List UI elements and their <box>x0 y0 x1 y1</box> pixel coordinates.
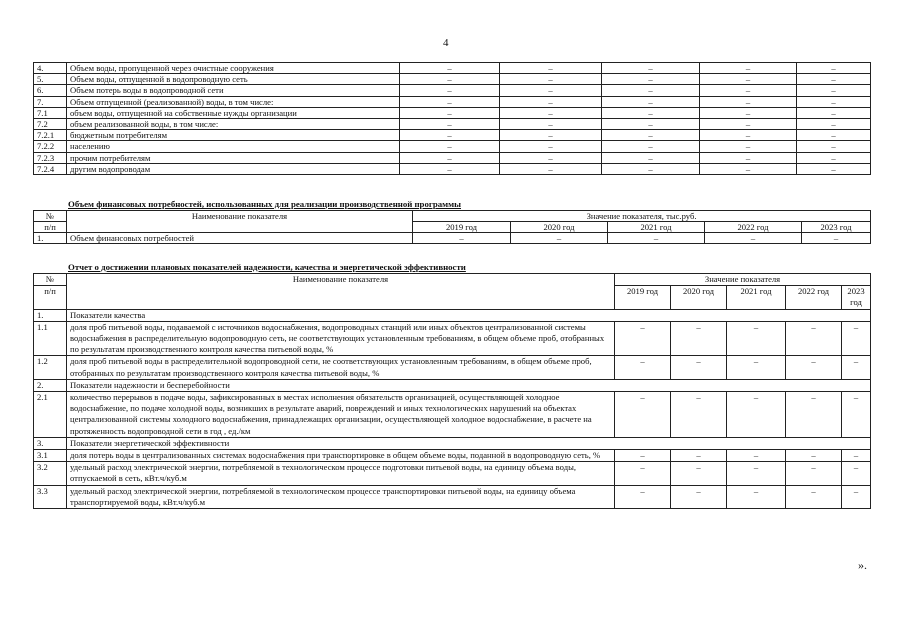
section-header-row <box>34 379 871 391</box>
page-number: 4 <box>443 37 449 49</box>
value-cell: – <box>727 485 786 508</box>
row-name: удельный расход электрической энергии, потребляемой в технологическом процессе транспортировки питьевой воды, на единицу объема транспортируемой воды, кВт.ч/куб.м <box>67 485 615 508</box>
value-cell: – <box>500 96 602 107</box>
value-cell: – <box>413 233 511 244</box>
value-cell: – <box>842 450 871 462</box>
value-cell: – <box>500 130 602 141</box>
row-name: доля потерь воды в централизованных системах водоснабжения при транспортировке в общем объеме воды, поданной в водопроводную сеть, % <box>67 450 615 462</box>
row-name: населению <box>67 141 400 152</box>
row-num: 7.2 <box>34 118 67 129</box>
row-name: Объем воды, пропущенной через очистные сооружения <box>67 63 400 74</box>
value-cell: – <box>602 74 700 85</box>
value-cell: – <box>797 74 871 85</box>
indicators-caption: Отчет о достижении плановых показателей надежности, качества и энергетической эффективности <box>68 262 466 272</box>
value-cell: – <box>400 74 500 85</box>
value-cell: – <box>797 152 871 163</box>
value-cell: – <box>700 118 797 129</box>
row-num: 1. <box>34 233 67 244</box>
value-cell: – <box>842 462 871 485</box>
header-value: Значение показателя, тыс.руб. <box>413 211 871 222</box>
value-cell: – <box>615 462 671 485</box>
value-cell: – <box>400 85 500 96</box>
table-row <box>34 462 871 485</box>
row-num: 3. <box>34 437 67 449</box>
value-cell: – <box>500 163 602 174</box>
value-cell: – <box>671 485 727 508</box>
year-header: 2019 год <box>413 222 511 233</box>
row-num: 7.2.1 <box>34 130 67 141</box>
value-cell: – <box>500 152 602 163</box>
row-num: 2. <box>34 379 67 391</box>
header-name: Наименование показателя <box>67 211 413 233</box>
row-num: 6. <box>34 85 67 96</box>
row-num: 3.2 <box>34 462 67 485</box>
value-cell: – <box>511 233 608 244</box>
value-cell: – <box>602 130 700 141</box>
row-name: Объем воды, отпущенной в водопроводную сеть <box>67 74 400 85</box>
value-cell: – <box>615 450 671 462</box>
row-num: 3.3 <box>34 485 67 508</box>
value-cell: – <box>700 107 797 118</box>
value-cell: – <box>400 152 500 163</box>
value-cell: – <box>400 96 500 107</box>
row-num: 7.2.4 <box>34 163 67 174</box>
year-header: 2020 год <box>671 286 727 309</box>
value-cell: – <box>400 63 500 74</box>
year-header: 2019 год <box>615 286 671 309</box>
value-cell: – <box>797 163 871 174</box>
value-cell: – <box>615 485 671 508</box>
year-header: 2021 год <box>608 222 705 233</box>
financial-needs-table <box>33 210 871 244</box>
year-header: 2022 год <box>705 222 802 233</box>
value-cell: – <box>602 163 700 174</box>
header-num: № <box>34 274 67 286</box>
value-cell: – <box>615 392 671 438</box>
value-cell: – <box>842 356 871 379</box>
value-cell: – <box>786 321 842 356</box>
value-cell: – <box>500 63 602 74</box>
row-name: доля проб питьевой воды в распределительной водопроводной сети, не соответствующих установленным требованиям, в общем объеме проб, отобранных по результатам производственного контроля качества питьевой воды, % <box>67 356 615 379</box>
value-cell: – <box>608 233 705 244</box>
water-volume-table-body <box>34 63 871 175</box>
value-cell: – <box>700 163 797 174</box>
table-row <box>34 392 871 438</box>
table-row <box>34 141 871 152</box>
row-num: 5. <box>34 74 67 85</box>
table-row <box>34 321 871 356</box>
value-cell: – <box>786 462 842 485</box>
row-num: 7. <box>34 96 67 107</box>
value-cell: – <box>727 392 786 438</box>
row-num: 1. <box>34 309 67 321</box>
value-cell: – <box>400 163 500 174</box>
row-name: Объем отпущенной (реализованной) воды, в том числе: <box>67 96 400 107</box>
financial-needs-caption: Объем финансовых потребностей, использованных для реализации производственной программы <box>68 199 461 209</box>
year-header: 2023 год <box>842 286 871 309</box>
table-row <box>34 107 871 118</box>
year-header: 2023 год <box>802 222 871 233</box>
row-num: 7.2.3 <box>34 152 67 163</box>
header-value: Значение показателя <box>615 274 871 286</box>
water-volume-table <box>33 62 871 175</box>
value-cell: – <box>842 392 871 438</box>
value-cell: – <box>615 356 671 379</box>
value-cell: – <box>500 107 602 118</box>
table-row <box>34 152 871 163</box>
row-num: 7.2.2 <box>34 141 67 152</box>
value-cell: – <box>500 85 602 96</box>
row-num: 7.1 <box>34 107 67 118</box>
header-name: Наименование показателя <box>67 274 615 310</box>
value-cell: – <box>500 74 602 85</box>
value-cell: – <box>727 450 786 462</box>
table-row <box>34 74 871 85</box>
value-cell: – <box>700 74 797 85</box>
value-cell: – <box>671 356 727 379</box>
value-cell: – <box>700 130 797 141</box>
table-row <box>34 63 871 74</box>
value-cell: – <box>400 141 500 152</box>
value-cell: – <box>602 152 700 163</box>
value-cell: – <box>727 321 786 356</box>
value-cell: – <box>400 130 500 141</box>
table-row <box>34 450 871 462</box>
row-num: 3.1 <box>34 450 67 462</box>
row-name: Объем финансовых потребностей <box>67 233 413 244</box>
row-name: прочим потребителям <box>67 152 400 163</box>
value-cell: – <box>671 321 727 356</box>
value-cell: – <box>671 392 727 438</box>
table-row <box>34 130 871 141</box>
value-cell: – <box>400 107 500 118</box>
value-cell: – <box>671 450 727 462</box>
row-num: 1.2 <box>34 356 67 379</box>
row-name: объем реализованной воды, в том числе: <box>67 118 400 129</box>
year-header: 2022 год <box>786 286 842 309</box>
closing-quote: ». <box>858 558 867 572</box>
indicators-table <box>33 273 871 509</box>
value-cell: – <box>500 118 602 129</box>
value-cell: – <box>786 392 842 438</box>
value-cell: – <box>797 107 871 118</box>
value-cell: – <box>797 118 871 129</box>
row-name: другим водопроводам <box>67 163 400 174</box>
value-cell: – <box>797 63 871 74</box>
table-row <box>34 485 871 508</box>
value-cell: – <box>727 356 786 379</box>
value-cell: – <box>842 485 871 508</box>
table-row <box>34 96 871 107</box>
year-header: 2020 год <box>511 222 608 233</box>
value-cell: – <box>786 450 842 462</box>
table-row <box>34 356 871 379</box>
table-row <box>34 233 871 244</box>
value-cell: – <box>615 321 671 356</box>
value-cell: – <box>797 141 871 152</box>
indicators-table-body <box>34 309 871 508</box>
value-cell: – <box>797 96 871 107</box>
row-num: 4. <box>34 63 67 74</box>
row-name: удельный расход электрической энергии, потребляемой в технологическом процессе подготовки питьевой воды, на единицу объема воды, отпускаемой в сеть, кВт.ч/куб.м <box>67 462 615 485</box>
value-cell: – <box>400 118 500 129</box>
value-cell: – <box>602 107 700 118</box>
row-name: бюджетным потребителям <box>67 130 400 141</box>
value-cell: – <box>700 152 797 163</box>
value-cell: – <box>802 233 871 244</box>
value-cell: – <box>700 63 797 74</box>
row-name: доля проб питьевой воды, подаваемой с источников водоснабжения, водопроводных станций или иных объектов централизованной системы водоснабжения в распределительную водопроводную сеть, не соответствующих установленным требованиям, в общем объеме проб, отобранных по результатам производственного контроля качества питьевой воды, % <box>67 321 615 356</box>
section-header-row <box>34 437 871 449</box>
table-row <box>34 163 871 174</box>
value-cell: – <box>842 321 871 356</box>
value-cell: – <box>786 356 842 379</box>
value-cell: – <box>602 85 700 96</box>
section-title: Показатели энергетической эффективности <box>67 437 871 449</box>
header-num-2: п/п <box>34 222 67 233</box>
value-cell: – <box>727 462 786 485</box>
header-num: № <box>34 211 67 222</box>
table-row <box>34 85 871 96</box>
section-title: Показатели надежности и бесперебойности <box>67 379 871 391</box>
row-name: количество перерывов в подаче воды, зафиксированных в местах исполнения обязательств организацией, осуществляющей холодное водоснабжение, по подаче холодной воды, возникших в результате аварий, повреждений и иных технологическнх нарушений на объектах централизованной системы холодного водоснабжения, принадлежащих организации, осуществляющей холодное водоснабжение, в расчете на протяженность водопроводной сети в год , ед./км <box>67 392 615 438</box>
value-cell: – <box>700 96 797 107</box>
header-num-2: п/п <box>34 286 67 309</box>
row-name: Объем потерь воды в водопроводной сети <box>67 85 400 96</box>
value-cell: – <box>602 118 700 129</box>
value-cell: – <box>797 85 871 96</box>
value-cell: – <box>602 63 700 74</box>
row-name: объем воды, отпущенной на собственные нужды организации <box>67 107 400 118</box>
value-cell: – <box>705 233 802 244</box>
value-cell: – <box>500 141 602 152</box>
section-title: Показатели качества <box>67 309 871 321</box>
value-cell: – <box>700 141 797 152</box>
value-cell: – <box>602 96 700 107</box>
row-num: 2.1 <box>34 392 67 438</box>
value-cell: – <box>602 141 700 152</box>
table-row <box>34 118 871 129</box>
value-cell: – <box>797 130 871 141</box>
value-cell: – <box>700 85 797 96</box>
value-cell: – <box>671 462 727 485</box>
row-num: 1.1 <box>34 321 67 356</box>
section-header-row <box>34 309 871 321</box>
year-header: 2021 год <box>727 286 786 309</box>
value-cell: – <box>786 485 842 508</box>
